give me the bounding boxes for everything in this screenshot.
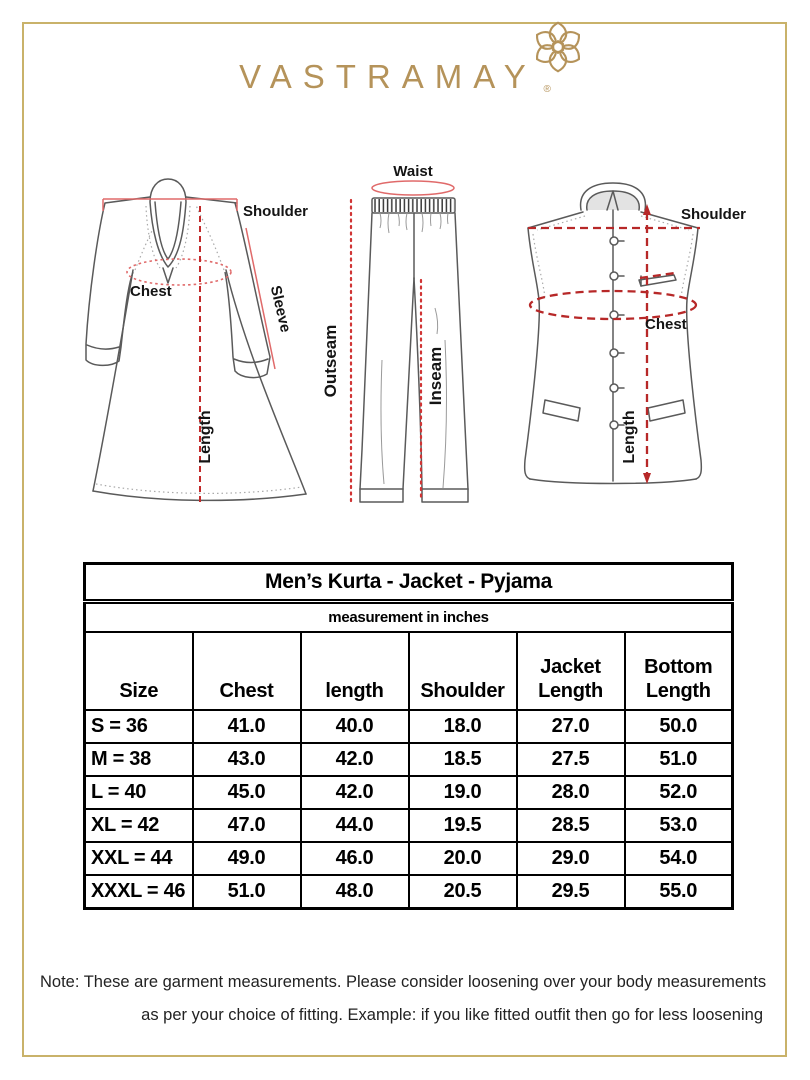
brand-name: VASTRAMAY: [239, 58, 537, 95]
size-cell: S = 36: [85, 710, 193, 743]
registered-mark: ®: [543, 84, 551, 95]
table-row: [85, 710, 733, 743]
header-length: length: [301, 632, 409, 710]
note-line-1: Note: These are garment measurements. Please consider loosening over your body measurements: [40, 973, 767, 991]
table-row: [85, 809, 733, 842]
size-cell: XXXL = 46: [85, 875, 193, 909]
table-row: [85, 842, 733, 875]
pyjama-inseam-label: Inseam: [426, 346, 445, 406]
value-cell: 18.0: [409, 710, 517, 743]
value-cell: 44.0: [301, 809, 409, 842]
value-cell: 41.0: [193, 710, 301, 743]
table-header-row: [85, 632, 733, 710]
size-cell: L = 40: [85, 776, 193, 809]
value-cell: 20.0: [409, 842, 517, 875]
value-cell: 18.5: [409, 743, 517, 776]
jacket-shoulder-label: Shoulder: [681, 206, 747, 223]
table-title: Men’s Kurta - Jacket - Pyjama: [85, 564, 733, 602]
value-cell: 42.0: [301, 743, 409, 776]
value-cell: 40.0: [301, 710, 409, 743]
value-cell: 46.0: [301, 842, 409, 875]
value-cell: 54.0: [625, 842, 733, 875]
jacket-chest-label: Chest: [645, 316, 687, 333]
value-cell: 43.0: [193, 743, 301, 776]
kurta-chest-label: Chest: [130, 283, 172, 300]
table-row: [85, 776, 733, 809]
header-jacket-length: Jacket Length: [517, 632, 625, 710]
value-cell: 19.0: [409, 776, 517, 809]
pyjama-outseam-label: Outseam: [321, 324, 340, 398]
value-cell: 28.5: [517, 809, 625, 842]
pyjama-diagram: [310, 148, 480, 515]
note-line-2: as per your choice of fitting. Example: if you like fitted outfit then go for less loosening: [141, 1006, 763, 1024]
value-cell: 42.0: [301, 776, 409, 809]
value-cell: 53.0: [625, 809, 733, 842]
value-cell: 28.0: [517, 776, 625, 809]
kurta-length-label: Length: [197, 410, 214, 464]
kurta-diagram: [80, 160, 310, 510]
pyjama-waist-label: Waist: [393, 163, 433, 180]
brand-emblem-icon: [529, 18, 587, 76]
value-cell: 55.0: [625, 875, 733, 909]
table-row: [85, 743, 733, 776]
value-cell: 52.0: [625, 776, 733, 809]
value-cell: 49.0: [193, 842, 301, 875]
value-cell: 29.0: [517, 842, 625, 875]
size-table: [83, 562, 734, 910]
brand-logo: [239, 58, 571, 96]
value-cell: 27.5: [517, 743, 625, 776]
header-shoulder: Shoulder: [409, 632, 517, 710]
value-cell: 29.5: [517, 875, 625, 909]
jacket-length-label: Length: [621, 410, 638, 464]
value-cell: 48.0: [301, 875, 409, 909]
header-bottom-length: Bottom Length: [625, 632, 733, 710]
value-cell: 45.0: [193, 776, 301, 809]
value-cell: 27.0: [517, 710, 625, 743]
table-row: [85, 875, 733, 909]
jacket-diagram: [495, 158, 785, 490]
size-cell: XXL = 44: [85, 842, 193, 875]
value-cell: 19.5: [409, 809, 517, 842]
kurta-shoulder-label: Shoulder: [243, 203, 309, 220]
header-size: Size: [85, 632, 193, 710]
value-cell: 47.0: [193, 809, 301, 842]
value-cell: 51.0: [625, 743, 733, 776]
kurta-sleeve-label: Sleeve: [266, 283, 295, 335]
value-cell: 51.0: [193, 875, 301, 909]
brand-header: [0, 58, 810, 96]
value-cell: 50.0: [625, 710, 733, 743]
note: [40, 966, 767, 1032]
table-subtitle: measurement in inches: [85, 602, 733, 633]
size-cell: XL = 42: [85, 809, 193, 842]
header-chest: Chest: [193, 632, 301, 710]
size-cell: M = 38: [85, 743, 193, 776]
value-cell: 20.5: [409, 875, 517, 909]
